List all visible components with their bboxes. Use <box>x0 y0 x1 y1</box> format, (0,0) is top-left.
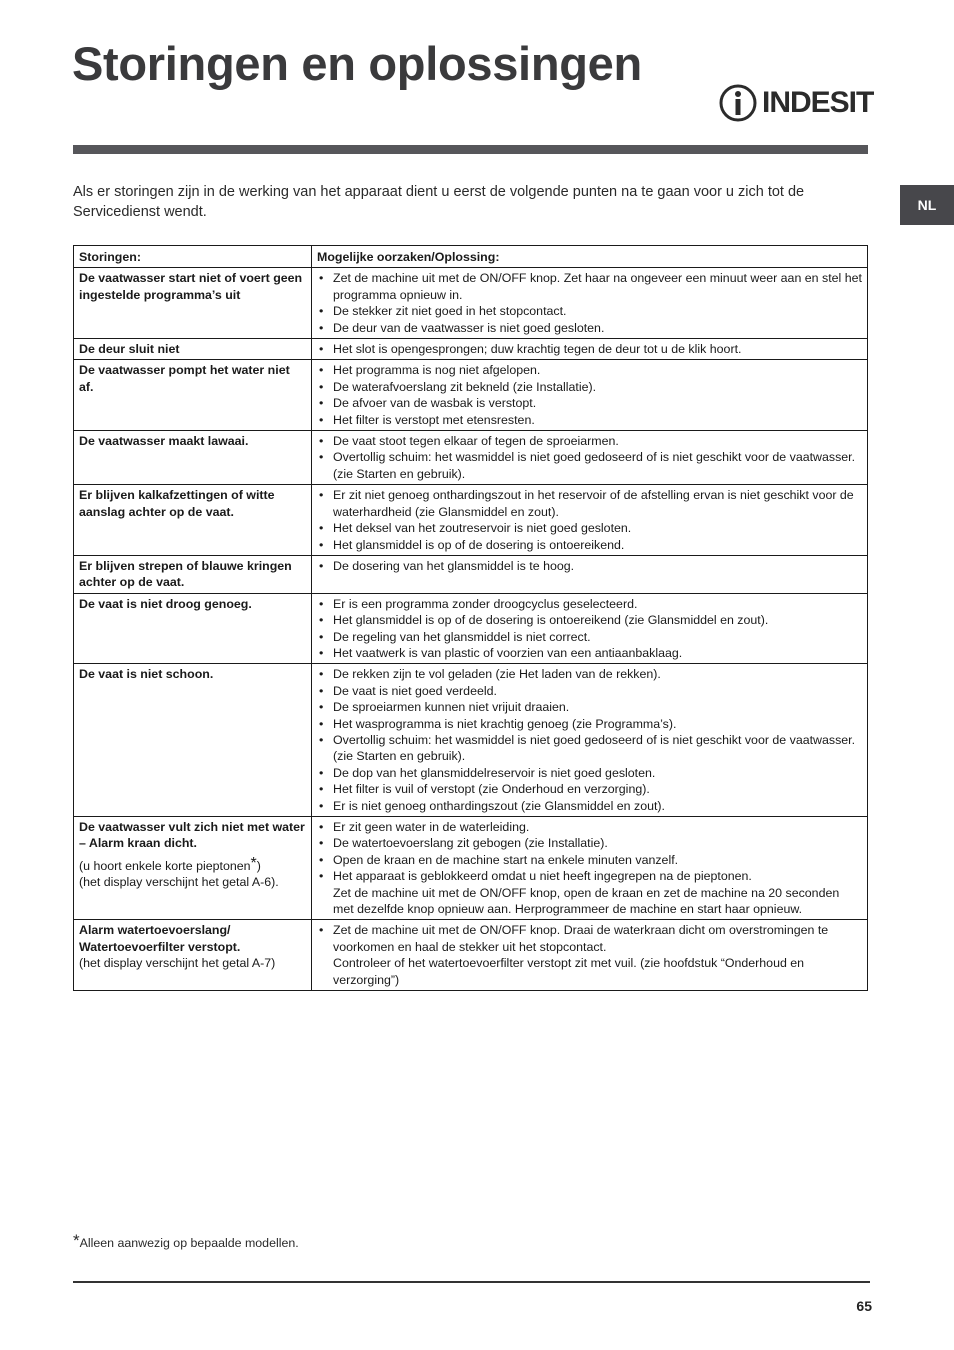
list-item: • De watertoevoerslang zit gebogen (zie Installatie). <box>333 835 862 851</box>
list-item: • Overtollig schuim: het wasmiddel is niet goed gedoseerd of is niet geschikt voor de vaatwasser. (zie Starten en gebruik). <box>333 449 862 482</box>
list-item: • Het vaatwerk is van plastic of voorzien van een antiaanbaklaag. <box>333 645 862 661</box>
list-item: • De dop van het glansmiddelreservoir is niet goed gesloten. <box>333 765 862 781</box>
list-item: • Het slot is opengesprongen; duw krachtig tegen de deur tot u de klik hoort. <box>333 341 862 357</box>
cause-list <box>317 922 862 988</box>
indesit-logo <box>718 82 874 124</box>
cause-list <box>317 433 862 482</box>
header-rule <box>73 145 868 154</box>
footnote-marker: * <box>73 1231 80 1250</box>
cause-list <box>317 558 862 574</box>
problem-note: (het display verschijnt het getal A-7) <box>79 956 276 971</box>
cause-list <box>317 819 862 917</box>
list-item: • De stekker zit niet goed in het stopcontact. <box>333 303 862 319</box>
cause-list <box>317 666 862 814</box>
list-item: • De rekken zijn te vol geladen (zie Het laden van de rekken). <box>333 666 862 682</box>
list-item: • Er zit niet genoeg onthardingszout in het reservoir of de afstelling ervan is niet geschikt voor de waterhardheid (zie Glansmiddel en zout). <box>333 487 862 520</box>
note-text: ) <box>256 858 261 873</box>
problem-text: De vaat is niet schoon. <box>79 667 214 682</box>
footnote-text: Alleen aanwezig op bepaalde modellen. <box>79 1236 299 1250</box>
table-row <box>74 339 868 360</box>
table-row <box>74 360 868 431</box>
table-row <box>74 485 868 556</box>
list-item: • Open de kraan en de machine start na enkele minuten vanzelf. <box>333 852 862 868</box>
list-item: • Er zit geen water in de waterleiding. <box>333 819 862 835</box>
header-storingen: Storingen: <box>74 246 312 268</box>
page-title: Storingen en oplossingen <box>72 37 642 90</box>
brand-i-icon <box>718 82 760 124</box>
table-header-row <box>74 246 868 268</box>
list-item: • Er is een programma zonder droogcyclus geselecteerd. <box>333 596 862 612</box>
problem-note <box>79 854 306 891</box>
note-text: (het display verschijnt het getal A-6). <box>79 875 279 890</box>
problem-text: Alarm watertoevoerslang/ Watertoevoerfilter verstopt. <box>79 923 241 954</box>
list-item: • Het filter is verstopt met etensresten. <box>333 412 862 428</box>
language-tab: NL <box>900 185 954 225</box>
troubleshooting-table <box>73 245 868 991</box>
problem-text: De vaat is niet droog genoeg. <box>79 596 252 611</box>
cause-list <box>317 362 862 428</box>
table-row <box>74 817 868 920</box>
cause-list <box>317 596 862 662</box>
list-item: • De vaat stoot tegen elkaar of tegen de sproeiarmen. <box>333 433 862 449</box>
list-item: • Het deksel van het zoutreservoir is niet goed gesloten. <box>333 520 862 536</box>
cause-list <box>317 487 862 553</box>
problem-text: De deur sluit niet <box>79 342 180 357</box>
problem-text: Er blijven strepen of blauwe kringen achter op de vaat. <box>79 558 292 590</box>
list-item: • De waterafvoerslang zit bekneld (zie Installatie). <box>333 379 862 395</box>
list-item: • Het filter is vuil of verstopt (zie Onderhoud en verzorging). <box>333 781 862 797</box>
table-row <box>74 920 868 991</box>
header-oorzaken: Mogelijke oorzaken/Oplossing: <box>312 246 868 268</box>
list-item: • De regeling van het glansmiddel is niet correct. <box>333 629 862 645</box>
table-row <box>74 555 868 593</box>
brand-wordmark: INDESIT <box>762 86 874 119</box>
problem-text: Er blijven kalkafzettingen of witte aanslag achter op de vaat. <box>79 488 275 519</box>
list-item: • De afvoer van de wasbak is verstopt. <box>333 395 862 411</box>
problem-text: De vaatwasser vult zich niet met water – Alarm kraan dicht. <box>79 820 305 851</box>
table-row <box>74 268 868 339</box>
list-item: • Er is niet genoeg onthardingszout (zie Glansmiddel en zout). <box>333 798 862 814</box>
list-item: • Zet de machine uit met de ON/OFF knop. Zet haar na ongeveer een minuut weer aan en stel het programma opnieuw in. <box>333 270 862 303</box>
list-item: • Het programma is nog niet afgelopen. <box>333 362 862 378</box>
page-number: 65 <box>856 1298 872 1314</box>
problem-text: De vaatwasser start niet of voert geen ingestelde programma’s uit <box>79 271 303 302</box>
intro-text: Als er storingen zijn in de werking van het apparaat dient u eerst de volgende punten na te gaan voor u zich tot de Servicedienst wendt. <box>73 184 805 220</box>
list-item: • De vaat is niet goed verdeeld. <box>333 683 862 699</box>
problem-text: De vaatwasser maakt lawaai. <box>79 434 249 449</box>
table-row <box>74 593 868 664</box>
footer-rule <box>73 1281 870 1283</box>
problem-text: De vaatwasser pompt het water niet af. <box>79 363 290 394</box>
footnote-marker: * <box>250 854 257 872</box>
table-row <box>74 664 868 817</box>
list-item: • Zet de machine uit met de ON/OFF knop. Draai de waterkraan dicht om overstromingen te voorkomen en haal de stekker uit het stopcontact. Controleer of het watertoevoerfilter verstopt zit met vuil. (zie hoofdstuk “Onderhoud en verzorging”) <box>333 922 862 988</box>
note-text: (u hoort enkele korte pieptonen <box>79 858 251 873</box>
list-item: • Het glansmiddel is op of de dosering is ontoereikend. <box>333 537 862 553</box>
cause-list <box>317 270 862 336</box>
list-item: • De sproeiarmen kunnen niet vrijuit draaien. <box>333 699 862 715</box>
list-item: • Het wasprogramma is niet krachtig genoeg (zie Programma’s). <box>333 716 862 732</box>
list-item: • De dosering van het glansmiddel is te hoog. <box>333 558 862 574</box>
list-item: • Het glansmiddel is op of de dosering is ontoereikend (zie Glansmiddel en zout). <box>333 612 862 628</box>
list-item: • Het apparaat is geblokkeerd omdat u niet heeft ingegrepen na de pieptonen. Zet de machine uit met de ON/OFF knop, open de kraan en zet de machine na 20 seconden met dezelfde knop opnieuw aan. Herprogrammeer de machine en start haar opnieuw. <box>333 868 862 917</box>
cause-list <box>317 341 862 357</box>
footnote <box>73 1231 299 1250</box>
list-item: • De deur van de vaatwasser is niet goed gesloten. <box>333 320 862 336</box>
table-row <box>74 431 868 485</box>
list-item: • Overtollig schuim: het wasmiddel is niet goed gedoseerd of is niet geschikt voor de vaatwasser. (zie Starten en gebruik). <box>333 732 862 765</box>
